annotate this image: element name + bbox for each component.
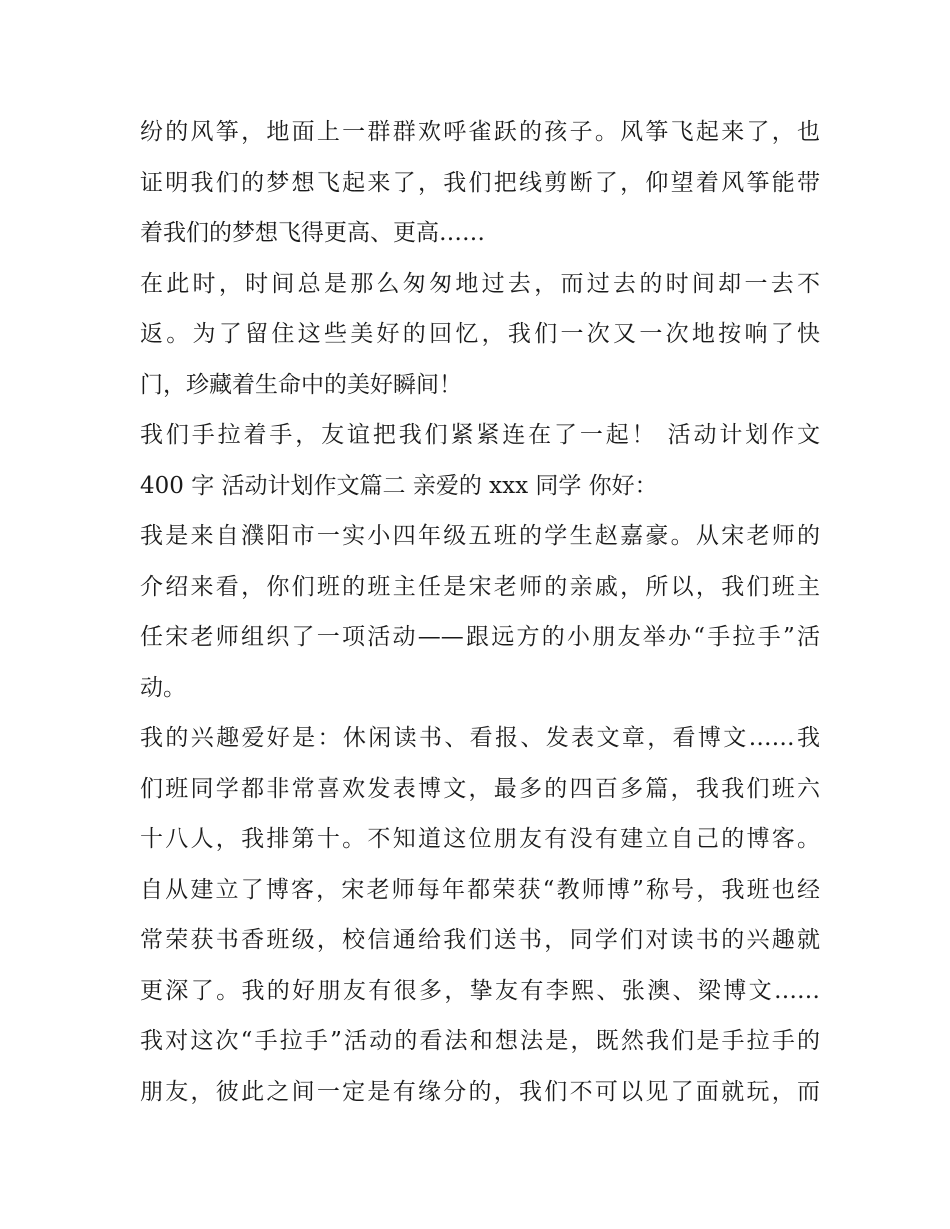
text-line: 十八人，我排第十。不知道这位朋友有没有建立自己的博客。 <box>140 826 820 852</box>
text-line: 我们手拉着手，友谊把我们紧紧连在了一起！ 活动计划作文 <box>140 422 820 448</box>
text-line: 常荣获书香班级，校信通给我们送书，同学们对读书的兴趣就 <box>140 927 820 953</box>
text-line: 介绍来看，你们班的班主任是宋老师的亲戚，所以，我们班主 <box>140 573 820 600</box>
text-line: 我对这次“手拉手”活动的看法和想法是，既然我们是手拉手的 <box>140 1028 820 1054</box>
text-line: 我是来自濮阳市一实小四年级五班的学生赵嘉豪。从宋老师的 <box>140 523 820 549</box>
text-line: 400 字 活动计划作文篇二 亲爱的 xxx 同学 你好： <box>140 472 658 499</box>
text-line: 们班同学都非常喜欢发表博文，最多的四百多篇，我我们班六 <box>140 775 820 802</box>
text-line: 纷的风筝，地面上一群群欢呼雀跃的孩子。风筝飞起来了，也 <box>140 119 820 145</box>
text-line: 朋友，彼此之间一定是有缘分的，我们不可以见了面就玩，而 <box>140 1078 820 1105</box>
text-line: 在此时，时间总是那么匆匆地过去，而过去的时间却一去不 <box>140 270 820 297</box>
text-line: 任宋老师组织了一项活动——跟远方的小朋友举办“手拉手”活 <box>140 624 820 650</box>
text-line: 我的兴趣爱好是：休闲读书、看报、发表文章，看博文……我 <box>140 725 820 751</box>
text-line: 证明我们的梦想飞起来了，我们把线剪断了，仰望着风筝能带 <box>140 169 820 196</box>
text-line: 着我们的梦想飞得更高、更高…… <box>140 220 485 246</box>
text-line: 自从建立了博客，宋老师每年都荣获“教师博”称号，我班也经 <box>140 876 820 903</box>
text-line: 动。 <box>140 674 186 701</box>
document-body <box>140 107 820 1117</box>
text-line: 返。为了留住这些美好的回忆，我们一次又一次地按响了快 <box>140 321 820 347</box>
text-line: 门，珍藏着生命中的美好瞬间！ <box>140 371 462 398</box>
text-line: 更深了。我的好朋友有很多，挚友有李熙、张澳、梁博文…… <box>140 977 820 1004</box>
